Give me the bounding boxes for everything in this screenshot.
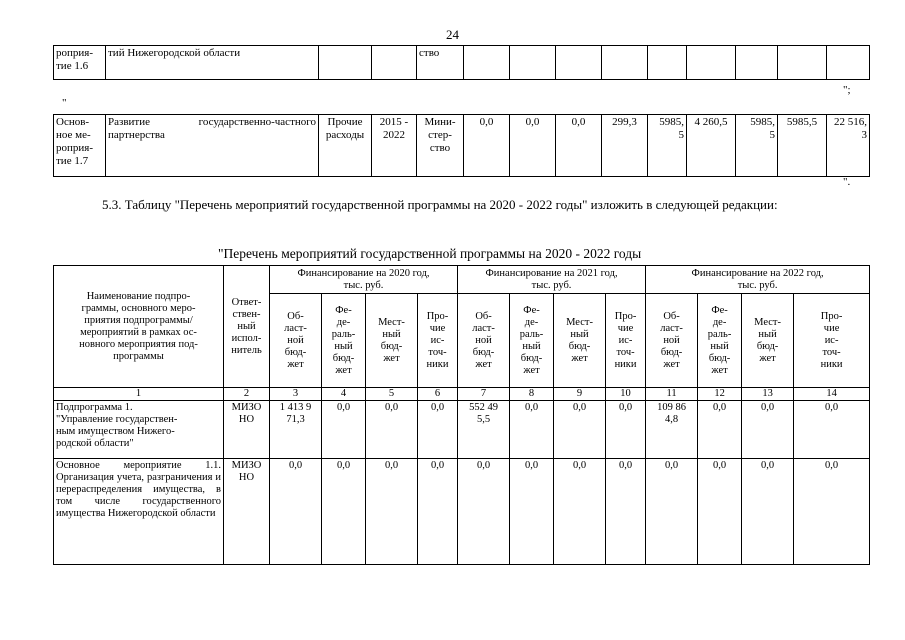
column-number: 3 — [270, 388, 322, 401]
value-cell: 0,0 — [698, 459, 742, 565]
column-number: 10 — [606, 388, 646, 401]
col-header-fin-2022: Финансирование на 2022 год, тыс. руб. — [646, 266, 870, 294]
table-caption: "Перечень мероприятий государственной программы на 2020 - 2022 годы — [218, 246, 642, 261]
value-cell: 5985,5 — [778, 115, 827, 177]
col-header-fin-2021: Финансирование на 2021 год, тыс. руб. — [458, 266, 646, 294]
value-cell: 4 260,5 — [687, 115, 736, 177]
value-cell: 5985, 5 — [736, 115, 778, 177]
value-cell: 0,0 — [606, 459, 646, 565]
value-cell: 0,0 — [322, 401, 366, 459]
value-cell: 0,0 — [366, 401, 418, 459]
period-cell: 2015 - 2022 — [372, 115, 417, 177]
column-number: 11 — [646, 388, 698, 401]
measure-code-cell: роприя- тие 1.6 — [54, 46, 106, 80]
table-row — [54, 46, 870, 80]
amendment-paragraph — [58, 192, 854, 218]
col-header-federal: Фе- де- раль- ный бюд- жет — [698, 294, 742, 388]
value-cell: 0,0 — [794, 401, 870, 459]
col-header-other: Про- чие ис- точ- ники — [606, 294, 646, 388]
col-header-fin-2020: Финансирование на 2020 год, тыс. руб. — [270, 266, 458, 294]
measure-name-cell: тий Нижегородской области — [106, 46, 319, 80]
value-cell: 0,0 — [794, 459, 870, 565]
value-cell: 0,0 — [270, 459, 322, 565]
value-cell: 0,0 — [418, 459, 458, 565]
executor-cell: ство — [417, 46, 464, 80]
column-number: 7 — [458, 388, 510, 401]
paragraph-text: 5.3. Таблицу "Перечень мероприятий государственной программы на 2020 - 2022 годы" изложить в следующей редакции: — [102, 197, 778, 212]
closing-quote: "; — [843, 84, 851, 96]
value-cell: 22 516, 3 — [827, 115, 870, 177]
value-cell: 1 413 9 71,3 — [270, 401, 322, 459]
measures-table — [53, 265, 870, 565]
column-number: 1 — [54, 388, 224, 401]
col-header-other: Про- чие ис- точ- ники — [418, 294, 458, 388]
measure-code-cell: Основ- ное ме- роприя- тие 1.7 — [54, 115, 106, 177]
col-header-responsible: Ответ- ствен- ный испол- нитель — [224, 266, 270, 388]
column-number: 12 — [698, 388, 742, 401]
value-cell: 0,0 — [556, 115, 602, 177]
value-cell: 0,0 — [418, 401, 458, 459]
col-header-regional: Об- ласт- ной бюд- жет — [458, 294, 510, 388]
value-cell: 0,0 — [742, 459, 794, 565]
row-responsible-cell: МИЗО НО — [224, 459, 270, 565]
col-header-local: Мест- ный бюд- жет — [554, 294, 606, 388]
column-number: 9 — [554, 388, 606, 401]
value-cell: 109 86 4,8 — [646, 401, 698, 459]
col-header-federal: Фе- де- раль- ный бюд- жет — [510, 294, 554, 388]
column-number: 13 — [742, 388, 794, 401]
col-header-local: Мест- ный бюд- жет — [742, 294, 794, 388]
col-header-regional: Об- ласт- ной бюд- жет — [270, 294, 322, 388]
value-cell: 0,0 — [742, 401, 794, 459]
value-cell: 0,0 — [554, 459, 606, 565]
table-measure-1-7 — [53, 114, 870, 177]
measure-name-cell: Развитие государственно-частного партнерства — [106, 115, 319, 177]
row-name-cell: Основное мероприятие 1.1. Организация учета, разграничения и перераспределения имущества, в том числе государственного имущества Нижегородской области — [54, 459, 224, 565]
value-cell: 552 49 5,5 — [458, 401, 510, 459]
expense-type-cell: Прочие расходы — [319, 115, 372, 177]
value-cell: 0,0 — [698, 401, 742, 459]
table-continuation-1-6 — [53, 45, 870, 80]
column-number: 4 — [322, 388, 366, 401]
value-cell: 5985, 5 — [648, 115, 687, 177]
header-row — [54, 266, 870, 294]
column-number: 8 — [510, 388, 554, 401]
col-header-federal: Фе- де- раль- ный бюд- жет — [322, 294, 366, 388]
col-header-other: Про- чие ис- точ- ники — [794, 294, 870, 388]
value-cell: 0,0 — [366, 459, 418, 565]
column-number: 2 — [224, 388, 270, 401]
value-cell: 0,0 — [322, 459, 366, 565]
column-number-row — [54, 388, 870, 401]
value-cell: 0,0 — [510, 459, 554, 565]
table-row — [54, 115, 870, 177]
executor-cell: Мини- стер- ство — [417, 115, 464, 177]
col-header-regional: Об- ласт- ной бюд- жет — [646, 294, 698, 388]
col-header-local: Мест- ный бюд- жет — [366, 294, 418, 388]
row-name-cell: Подпрограмма 1. "Управление государствен- ным имуществом Нижего- родской области" — [54, 401, 224, 459]
opening-quote: " — [62, 97, 67, 109]
row-responsible-cell: МИЗО НО — [224, 401, 270, 459]
value-cell: 0,0 — [458, 459, 510, 565]
value-cell: 0,0 — [510, 401, 554, 459]
column-number: 5 — [366, 388, 418, 401]
value-cell: 0,0 — [554, 401, 606, 459]
table-row — [54, 459, 870, 565]
value-cell: 0,0 — [606, 401, 646, 459]
value-cell: 0,0 — [464, 115, 510, 177]
col-header-name: Наименование подпро- граммы, основного меро- приятия подпрограммы/ мероприятий в рамках ос- новного мероприятия под- программы — [54, 266, 224, 388]
value-cell: 0,0 — [646, 459, 698, 565]
table-row — [54, 401, 870, 459]
closing-quote: ". — [843, 176, 851, 188]
page-number: 24 — [446, 27, 459, 42]
value-cell: 299,3 — [602, 115, 648, 177]
column-number: 6 — [418, 388, 458, 401]
value-cell: 0,0 — [510, 115, 556, 177]
column-number: 14 — [794, 388, 870, 401]
